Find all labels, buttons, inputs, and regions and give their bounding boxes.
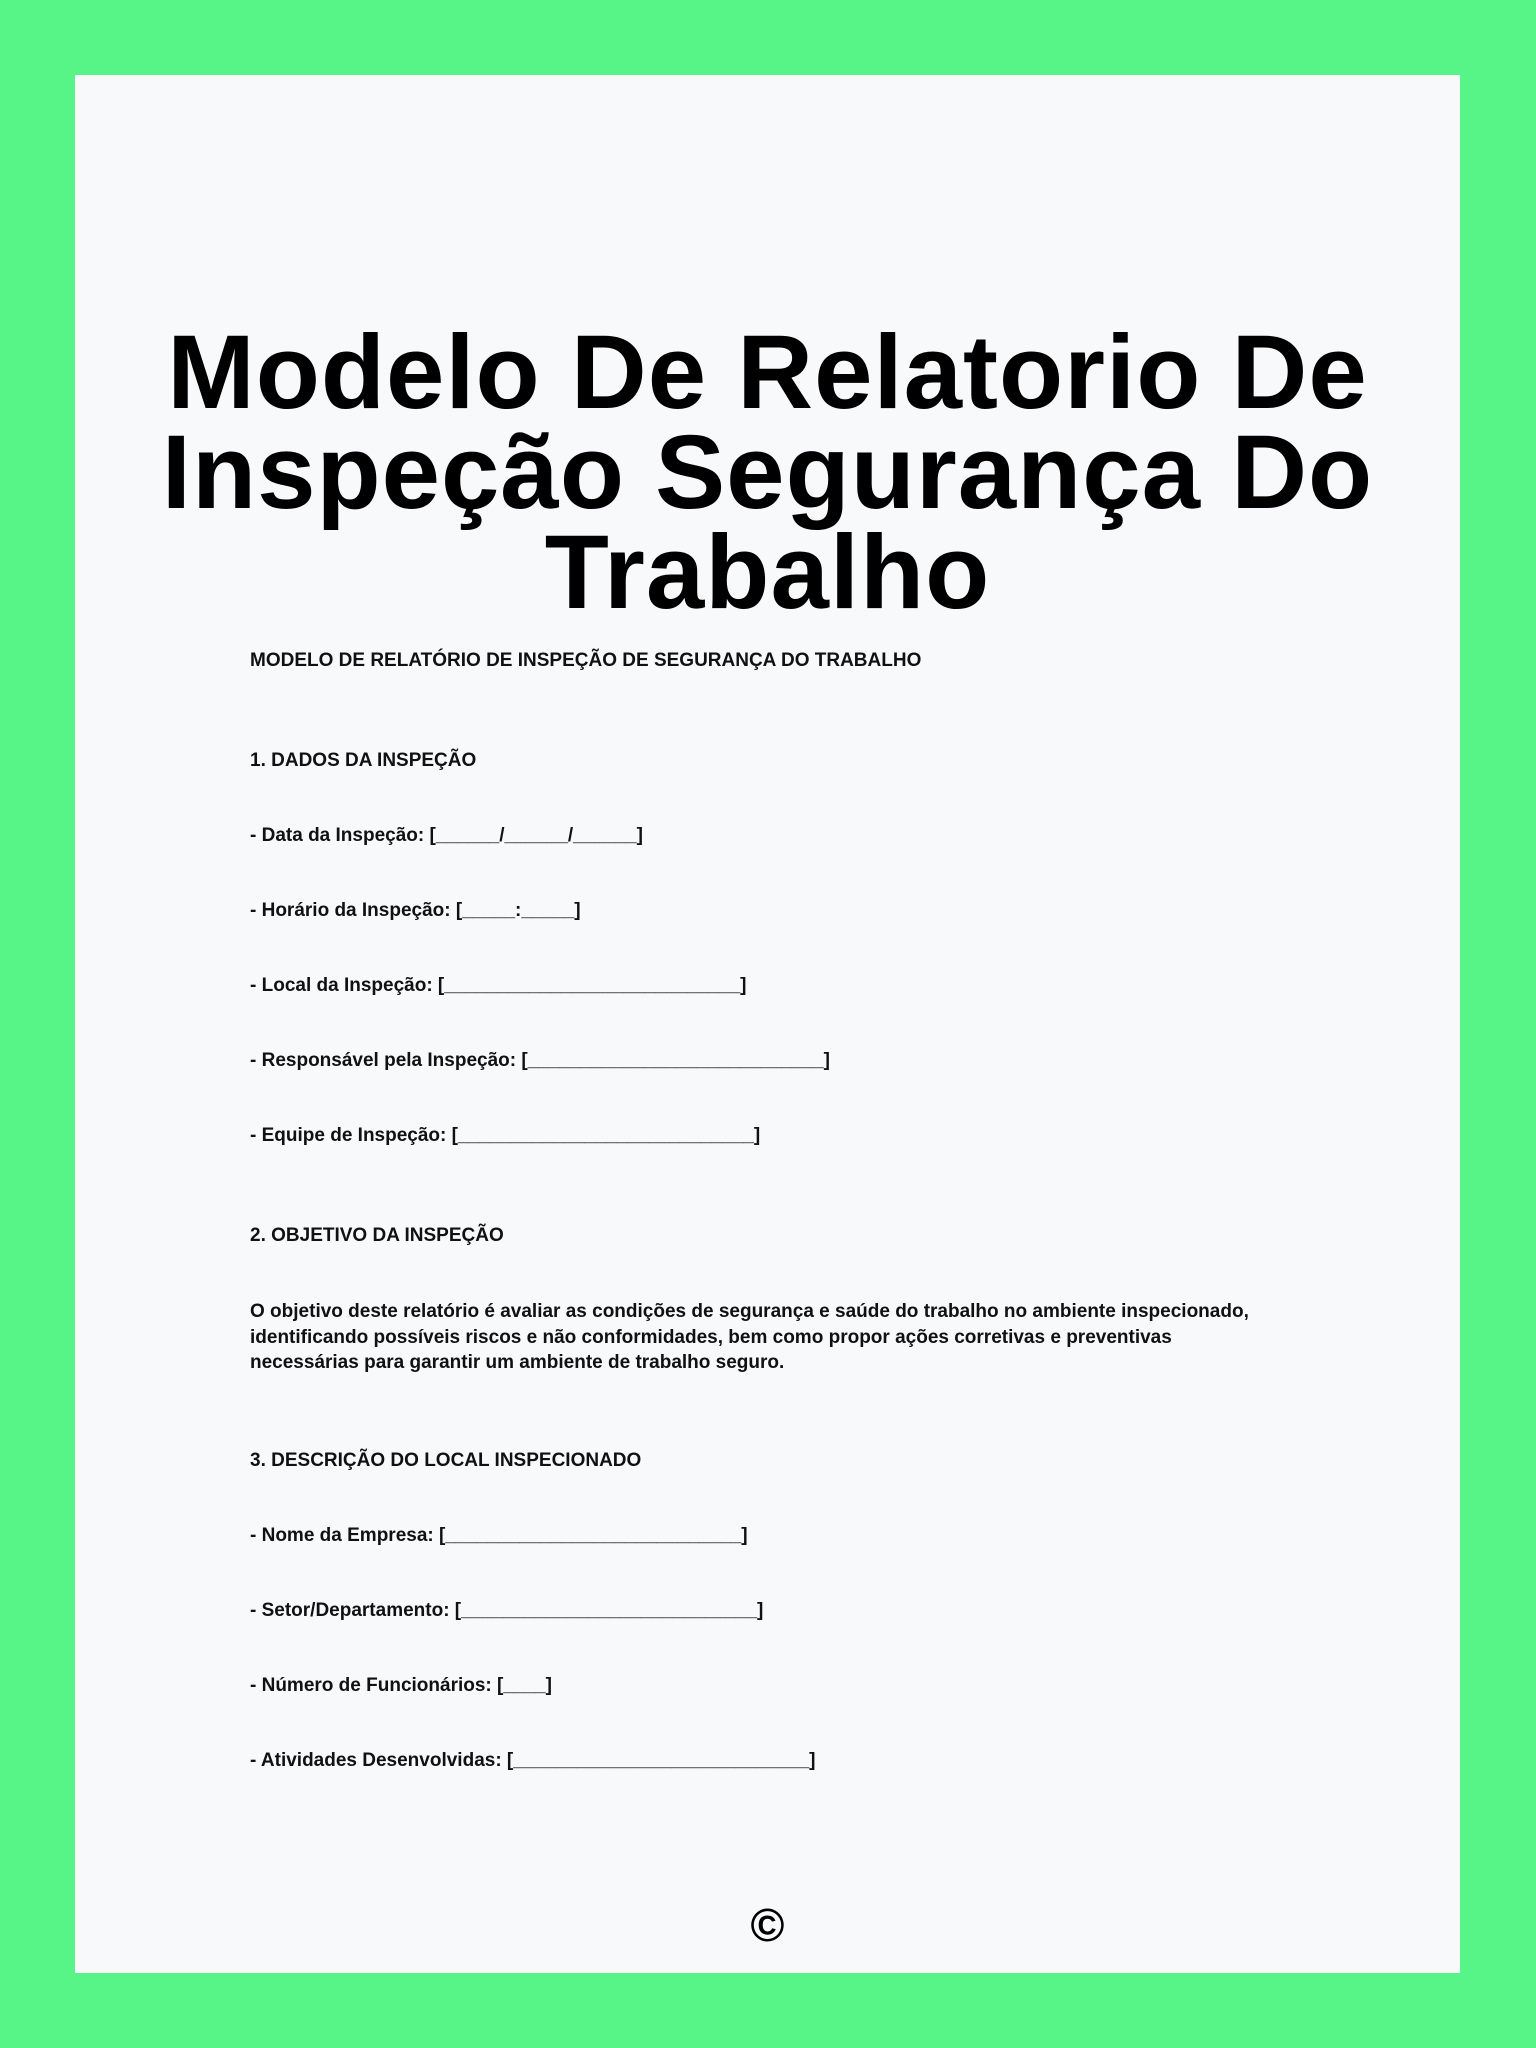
- field-inspection-team: - Equipe de Inspeção: [____________________________]: [250, 1125, 761, 1146]
- field-employee-count: - Número de Funcionários: [____]: [250, 1675, 552, 1696]
- field-company-name: - Nome da Empresa: [____________________________]: [250, 1525, 748, 1546]
- section-1-title: 1. DADOS DA INSPEÇÃO: [250, 750, 477, 771]
- copyright-symbol: ©: [750, 1899, 785, 1951]
- document-page: [75, 75, 1460, 1973]
- field-inspection-responsible: - Responsável pela Inspeção: [____________________________]: [250, 1050, 830, 1071]
- section-3-title: 3. DESCRIÇÃO DO LOCAL INSPECIONADO: [250, 1450, 642, 1471]
- field-activities: - Atividades Desenvolvidas: [____________________________]: [250, 1750, 816, 1771]
- field-inspection-time: - Horário da Inspeção: [_____:_____]: [250, 900, 581, 921]
- field-inspection-location: - Local da Inspeção: [____________________________]: [250, 975, 747, 996]
- field-sector-department: - Setor/Departamento: [____________________________]: [250, 1600, 764, 1621]
- section-2-text: O objetivo deste relatório é avaliar as condições de segurança e saúde do trabalho no ambiente inspecionado, identificando possíveis riscos e não conformidades, bem como propor ações corretivas e preventivas necessárias para garantir um ambiente de trabalho seguro.: [250, 1301, 1249, 1373]
- document-title: Modelo De Relatorio De Inspeção Segurança Do Trabalho: [161, 314, 1374, 631]
- section-2-title: 2. OBJETIVO DA INSPEÇÃO: [250, 1225, 504, 1246]
- field-inspection-date: - Data da Inspeção: [______/______/______]: [250, 825, 643, 846]
- document-heading: MODELO DE RELATÓRIO DE INSPEÇÃO DE SEGURANÇA DO TRABALHO: [250, 650, 922, 671]
